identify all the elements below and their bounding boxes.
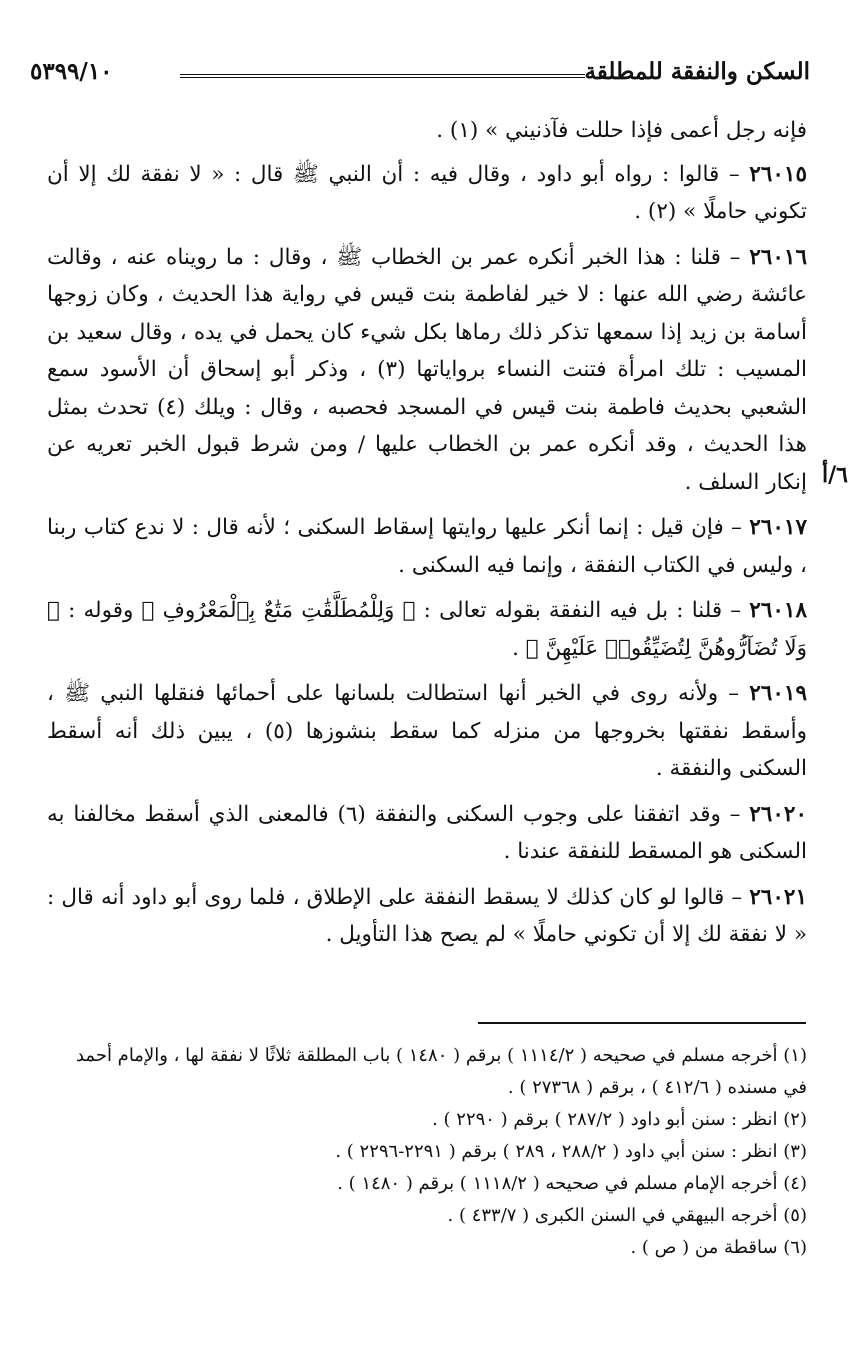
running-title: السكن والنفقة للمطلقة xyxy=(584,58,810,85)
paragraph-number: ٢٦٠١٦ xyxy=(749,244,807,270)
paragraph-number: ٢٦٠٢٠ xyxy=(749,801,807,827)
paragraph-text: – قالوا لو كان كذلك لا يسقط النفقة على الإطلاق ، فلما روى أبو داود أنه قال : « لا نفقة لك إلا أن تكوني حاملًا » لم يصح هذا التأويل . xyxy=(47,884,807,947)
paragraph-number: ٢٦٠١٩ xyxy=(749,681,807,706)
paragraph-26017 xyxy=(47,509,807,584)
footnote-4: (٤) أخرجه الإمام مسلم في صحيحه ( ١١١٨/٢ ) برقم ( ١٤٨٠ ) . xyxy=(337,1173,807,1194)
paragraph-26016 xyxy=(47,239,807,502)
footnotes xyxy=(47,1040,807,1264)
footnote-6: (٦) ساقطة من ( ص ) . xyxy=(630,1237,807,1258)
page-header xyxy=(30,58,810,98)
paragraph-number: ٢٦٠١٥ xyxy=(749,161,807,187)
paragraph-text: – فإن قيل : إنما أنكر عليها روايتها إسقاط السكنى ؛ لأنه قال : لا ندع كتاب ربنا ، وليس في الكتاب النفقة ، وإنما فيه السكنى . xyxy=(47,515,807,578)
paragraph-26021 xyxy=(47,879,807,954)
footnote-separator xyxy=(478,1022,806,1024)
paragraph-26015 xyxy=(47,156,807,231)
footnote-5: (٥) أخرجه البيهقي في السنن الكبرى ( ٤٣٣/٧ ) . xyxy=(447,1205,807,1226)
paragraph-text: – قلنا : بل فيه النفقة بقوله تعالى : ﴿ وَلِلْمُطَلَّقَٰتِ مَتَٰعٌ بِٱلْمَعْرُوفِ ﴾ وقوله : ﴿ وَلَا تُضَآرُّوهُنَّ لِتُضَيِّقُوا۟ عَلَيْهِنَّ ﴾ . xyxy=(47,598,807,661)
paragraph-text: فإنه رجل أعمى فإذا حللت فآذنيني » (١) . xyxy=(436,118,807,143)
margin-folio-mark: ٦/أ xyxy=(822,462,848,488)
paragraph-number: ٢٦٠١٨ xyxy=(749,598,807,623)
paragraph-text: – وقد اتفقنا على وجوب السكنى والنفقة (٦) فالمعنى الذي أسقط مخالفنا به السكنى هو المسقط للنفقة عندنا . xyxy=(47,801,807,864)
paragraph-text: – قلنا : هذا الخبر أنكره عمر بن الخطاب ﷺ ، وقال : ما رويناه عنه ، وقالت عائشة رضي الله عنها : لا خير لفاطمة بنت قيس في رواية هذا الحديث ، وكان زوجها أسامة بن زيد إذا سمعها تذكر ذلك رماها بكل شيء كان يحمل في يده ، وقال سعيد بن المسيب : تلك امرأة فتنت النساء برواياتها (٣) ، وذكر أبو إسحاق أن الأسود سمع الشعبي بحديث فاطمة بنت قيس في المسجد فحصبه ، وقال : ويلك (٤) تحدث بمثل هذا الحديث ، وقد أنكره عمر بن الخطاب عليها / ومن شرط قبول الخبر تعريه عن إنكار السلف . xyxy=(47,244,808,495)
header-double-rule xyxy=(180,74,585,78)
paragraph-number: ٢٦٠١٧ xyxy=(749,515,807,540)
paragraph-continuation xyxy=(47,112,807,150)
paragraph-text: – ولأنه روى في الخبر أنها استطالت بلسانها على أحمائها فنقلها النبي ﷺ ، وأسقط نفقتها بخروجها من منزله كما سقط بنشوزها (٥) ، يبين ذلك أنه أسقط السكنى والنفقة . xyxy=(47,681,807,781)
paragraph-26020 xyxy=(47,796,807,871)
page-reference: ٥٣٩٩/١٠ xyxy=(30,58,113,85)
paragraph-number: ٢٦٠٢١ xyxy=(749,884,807,910)
main-text xyxy=(47,112,807,962)
paragraph-26019 xyxy=(47,675,807,788)
paragraph-26018 xyxy=(47,592,807,667)
footnote-1: (١) أخرجه مسلم في صحيحه ( ١١١٤/٢ ) برقم ( ١٤٨٠ ) باب المطلقة ثلاثًا لا نفقة لها ، والإمام أحمد في مسنده ( ٤١٢/٦ ) ، برقم ( ٢٧٣٦٨ ) . xyxy=(75,1045,807,1098)
footnote-2: (٢) انظر : سنن أبو داود ( ٢٨٧/٢ ) برقم ( ٢٢٩٠ ) . xyxy=(432,1109,807,1130)
paragraph-text: – قالوا : رواه أبو داود ، وقال فيه : أن النبي ﷺ قال : « لا نفقة لك إلا أن تكوني حاملًا » (٢) . xyxy=(47,161,807,224)
footnote-3: (٣) انظر : سنن أبي داود ( ٢٨٨/٢ ، ٢٨٩ ) برقم ( ٢٢٩١-٢٢٩٦ ) . xyxy=(335,1141,807,1162)
